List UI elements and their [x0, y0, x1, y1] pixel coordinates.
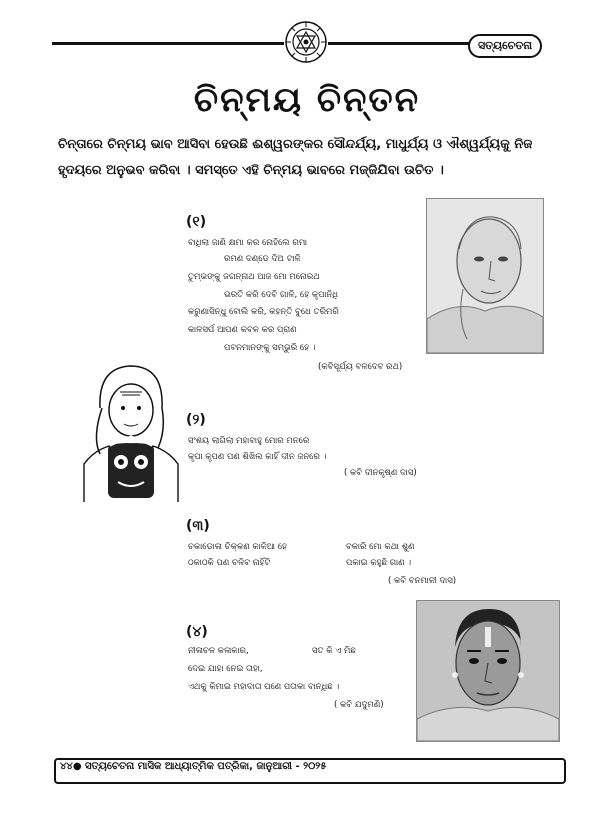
poem-3-number: (୩)	[186, 518, 210, 534]
poem-4-author: ( କବି ଯଦୁମଣି)	[334, 700, 384, 710]
poem-2-line-2: କୃପା କୃପଣ ପଣ ଶିଖିଲ କାହିଁ ଦୀନ ଜନରେ ।	[188, 452, 327, 462]
header-rule-left	[52, 42, 284, 45]
footer-text: ୪୪● ସତ୍ୟଚେତନା ମାସିକ ଆଧ୍ୟାତ୍ମିକ ପତ୍ରିକା, ଜାନୁଆରୀ - ୨୦୨୫	[60, 761, 327, 772]
poem-3-author: ( କବି ବନମାଳୀ ଦାସ)	[388, 576, 457, 586]
devotee-illustration	[80, 358, 182, 502]
poem-1-line-2: ରମଣ ଦଣ୍ଡେ ଦିଅ ଟାଳି	[224, 254, 301, 264]
emblem-icon	[284, 20, 328, 64]
poet-portrait-2	[416, 600, 560, 742]
intro-paragraph: ଚିନ୍ତାରେ ଚିନ୍ମୟ ଭାବ ଆସିବା ହେଉଛି ଈଶ୍ୱରଙ୍କର ସୌନ୍ଦର୍ଯ୍ୟ, ମାଧୁର୍ଯ୍ୟ ଓ ଐଶ୍ୱର୍ଯ୍ୟକୁ ନିଜ ହୃଦୟରେ ଅନୁଭବ କରିବା । ସମସ୍ତେ ଏହି ଚିନ୍ମୟ ଭାବରେ ମଜ୍ଜିଯିବା ଉଚିତ ।	[58, 137, 533, 178]
poem-1-number: (୧)	[186, 214, 207, 230]
page-title: ଚିନ୍ମୟ ଚିନ୍ତନ	[193, 80, 421, 120]
header-magazine-tag: ସତ୍ୟଚେତନା	[468, 34, 542, 58]
poem-4-line-2: ସତ କି ଏ ମିଛ	[312, 646, 356, 656]
poem-4-line-4: ଏଥକୁ କିମାଇ ମହାଦାତା ପଣେ ପତାକା ବାନ୍ଧିଛ ।	[188, 682, 340, 692]
poem-4-line-3: ଦେଇ ଯାହା ନେଇ ତାହା,	[188, 664, 263, 674]
poem-4-number: (୪)	[186, 624, 208, 640]
poem-1-line-7: ପବନମାନଙ୍କୁ ସମ୍ଭୁରି ହେ ।	[224, 343, 316, 353]
poem-1-line-4: ଭରତି କରି ଦେବି ଗାଳି, ହେ କୃପାନିଧି	[224, 290, 339, 300]
poem-4-line-1: ନୀଳାଚଳ କଳାକାର,	[188, 646, 249, 656]
poem-3-line-2: ବକାରି ମୋ କଥା ଶୁଣ	[346, 542, 415, 552]
poem-1-line-3: ତୁମ୍ଭଙ୍କୁ ଜଗନ୍ନାଥ ଆଜ ମୋ ମନୋରଥ	[188, 272, 320, 282]
poem-1-line-1: ବାଧିଲା ଜାଣି କ୍ଷମା କର ନୋହିଲେ ରମା	[188, 238, 308, 248]
header-rule-right	[328, 42, 470, 45]
poem-3-line-3: ଠକାଠକି ପଣ ଚଳିବ ନାହିଁଟି	[188, 558, 271, 568]
poem-2-author: ( କବି ଦୀନକୃଷ୍ଣ ଦାସ)	[344, 468, 417, 478]
poet-portrait-1	[426, 198, 544, 354]
poem-1-author: (କବିସୂର୍ଯ୍ୟ ବଳଦେବ ରଥ)	[318, 362, 403, 372]
poem-2-number: (୨)	[186, 412, 206, 428]
poem-1-line-5: କରୁଣାସିନ୍ଧୁ ବୋଲି କରି, କହନ୍ତି ବୁଧେ ତରିମରି	[188, 307, 339, 317]
poem-3-line-4: ପକାଇ କହୁଛି ଗାଣ ।	[346, 558, 412, 568]
poem-3-line-1: ଚକାଡୋଳା ଚିକ୍‌କଣ କାଳିଆ ହେ	[188, 542, 287, 552]
poem-1-line-6: କାଳସର୍ପ ଆପଣ କବଳ କର ପ୍ରାଣ	[188, 325, 297, 335]
poem-2-line-1: ସଂଶୟ ଲାଗିଲା ମହାବାହୁ ମୋର ମନରେ	[188, 436, 310, 446]
